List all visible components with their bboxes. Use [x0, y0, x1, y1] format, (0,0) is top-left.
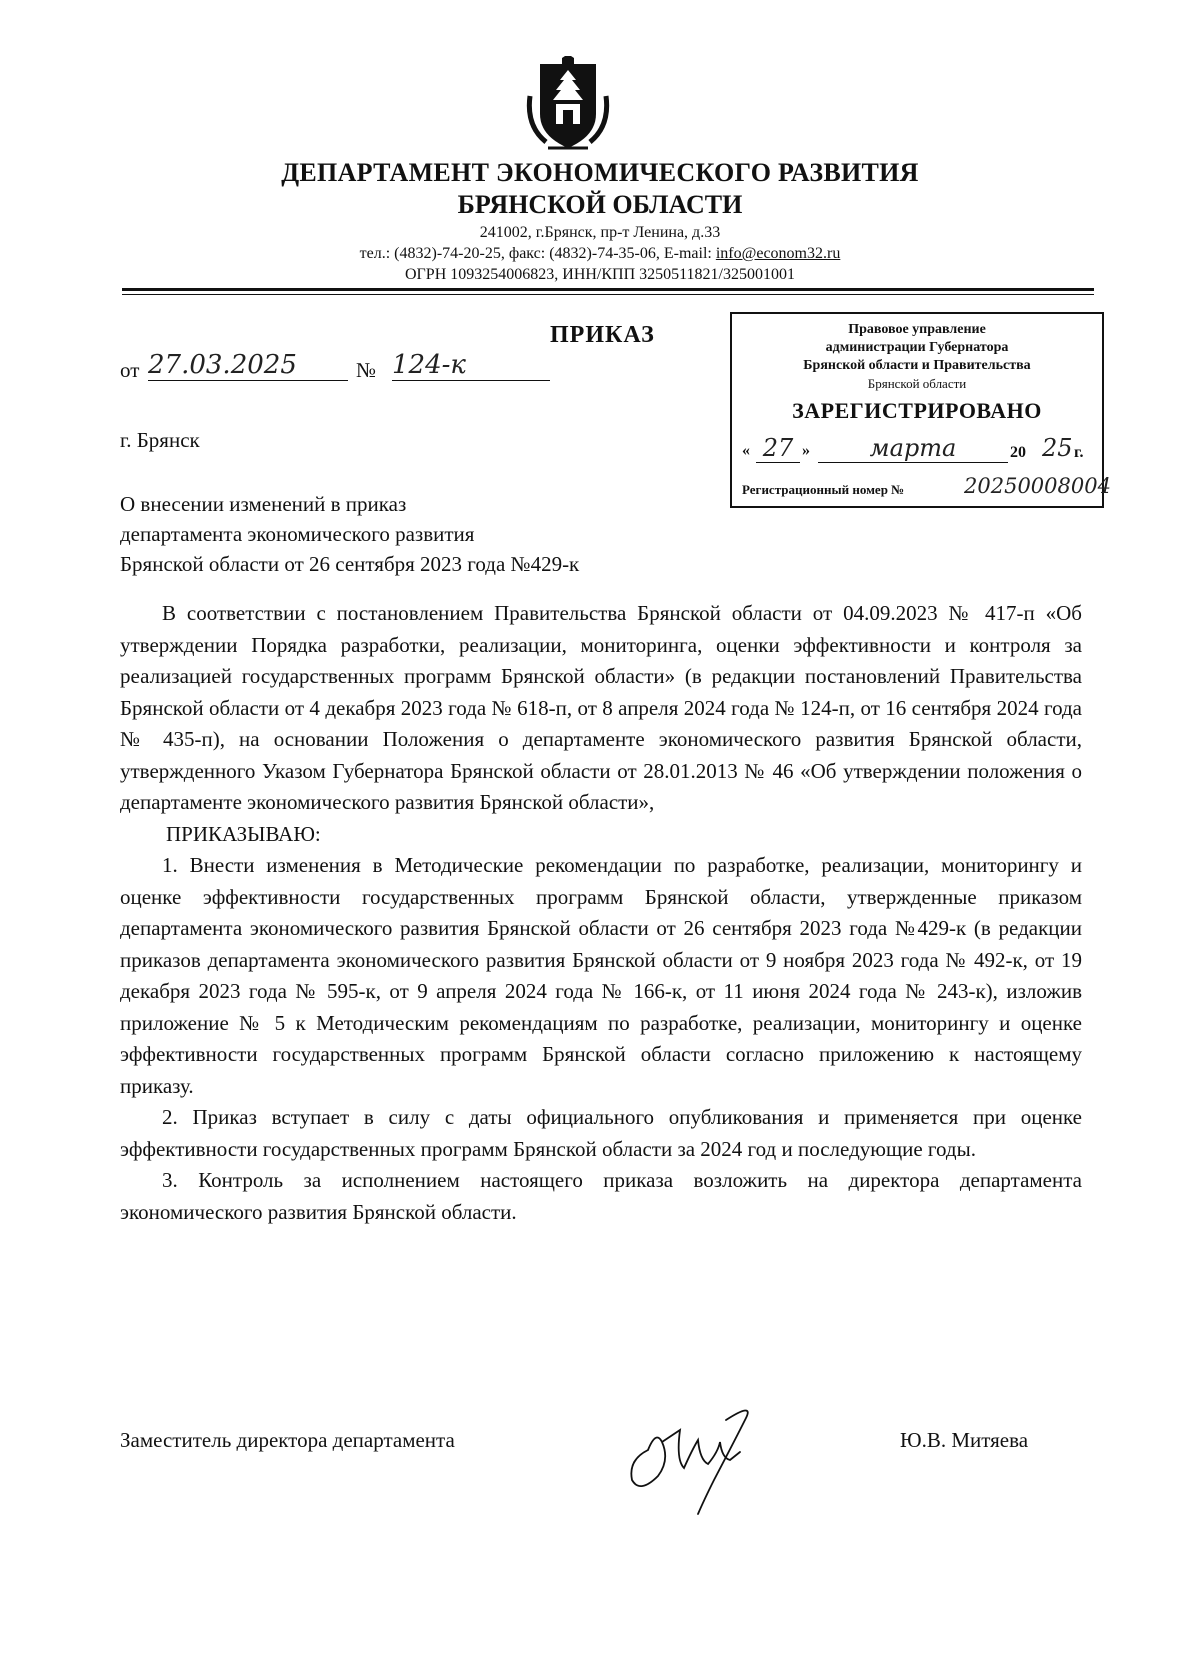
stamp-registered-label: ЗАРЕГИСТРИРОВАНО: [792, 398, 1042, 423]
stamp-line1: Правовое управление: [848, 322, 986, 337]
stamp-year-handwritten: 25: [1042, 434, 1073, 462]
stamp-line4: Брянской области: [867, 376, 967, 391]
order-number-sign: №: [356, 358, 377, 382]
basis-paragraph: В соответствии с постановлением Правительства Брянской области от 04.09.2023 № 417-п «Об утверждении Порядка разработки, реализации, мониторинга, оценки эффективности и контроля за реализацией государственных программ Брянской области» (в редакции постановлений Правительства Брянской области от 4 декабря 2023 года № 618-п, от 8 апреля 2024 года № 124-п, от 16 сентября 2024 года № 435-п), на основании Положения о департаменте экономического развития Брянской области, утвержденного Указом Губернатора Брянской области от 28.01.2013 № 46 «Об утверждении положения о департаменте экономического развития Брянской области»,: [120, 601, 1082, 814]
stamp-line3: Брянской области и Правительства: [803, 358, 1031, 373]
stamp-line2: администрации Губернатора: [825, 340, 1009, 355]
stamp-day-handwritten: 27: [756, 434, 800, 463]
document-title: ПРИКАЗ: [550, 322, 655, 348]
order-date-prefix: от: [120, 358, 140, 382]
order-subject: [120, 489, 579, 579]
contacts-email-link[interactable]: info@econom32.ru: [715, 245, 841, 262]
order-word: ПРИКАЗЫВАЮ:: [166, 821, 321, 846]
stamp-date-row: [742, 436, 1094, 468]
order-city: г. Брянск: [120, 428, 200, 452]
subject-line: О внесении изменений в приказ: [120, 492, 407, 516]
signatory-name: Ю.В. Митяева: [900, 1428, 1029, 1452]
contacts-phone-fax: тел.: (4832)-74-20-25, факс: (4832)-74-35-06, E-mail:: [359, 245, 716, 262]
order-item-2: 2. Приказ вступает в силу с даты официального опубликования и применяется при оценке эффективности государственных программ Брянской области за 2024 год и последующие годы.: [120, 1105, 1082, 1161]
subject-line: департамента экономического развития: [120, 522, 475, 546]
department-name-line2: БРЯНСКОЙ ОБЛАСТИ: [457, 190, 743, 219]
subject-line: Брянской области от 26 сентября 2023 года №429-к: [120, 552, 580, 576]
order-number-handwritten: 124-к: [392, 350, 550, 381]
stamp-regnum-label: Регистрационный номер №: [742, 482, 905, 497]
stamp-month-handwritten: марта: [818, 434, 1008, 463]
stamp-quote-close: »: [802, 442, 810, 459]
registration-stamp: [730, 312, 1111, 508]
order-item-3: 3. Контроль за исполнением настоящего приказа возложить на директора департамента экономического развития Брянской области.: [120, 1168, 1082, 1224]
order-item-1: 1. Внести изменения в Методические рекомендации по разработке, реализации, мониторингу и оценке эффективности государственных программ Брянской области, утвержденные приказом департамента экономического развития Брянской области от 26 сентября 2023 года №429-к (в редакции приказов департамента экономического развития Брянской области от 9 ноября 2023 года № 492-к, от 19 декабря 2023 года № 595-к, от 9 апреля 2024 года № 166-к, от 11 июня 2024 года № 243-к), изложив приложение № 5 к Методическим рекомендациям по разработке, реализации, мониторингу и оценке эффективности государственных программ Брянской области согласно приложению к настоящему приказу.: [120, 853, 1082, 1098]
stamp-regnum-handwritten: 20250008004: [964, 474, 1111, 498]
handwritten-signature: [618, 1390, 768, 1520]
stamp-quote-open: «: [742, 442, 750, 459]
department-address: 241002, г.Брянск, пр-т Ленина, д.33: [479, 224, 721, 241]
department-name-line1: ДЕПАРТАМЕНТ ЭКОНОМИЧЕСКОГО РАЗВИТИЯ: [281, 158, 919, 187]
stamp-year-unit: г.: [1074, 444, 1084, 461]
stamp-year-prefix: 20: [1010, 444, 1026, 461]
order-date-handwritten: 27.03.2025: [148, 350, 348, 381]
signatory-position: Заместитель директора департамента: [120, 1428, 455, 1452]
letterhead-divider-thin: [122, 294, 1094, 295]
coat-of-arms-emblem: [518, 56, 618, 156]
letterhead-divider-thick: [122, 288, 1094, 291]
department-contacts: [0, 245, 1200, 263]
order-body: [120, 598, 1082, 1228]
department-ogrn: ОГРН 1093254006823, ИНН/КПП 3250511821/325001001: [405, 266, 795, 283]
stamp-regnum-row: [742, 474, 1111, 504]
